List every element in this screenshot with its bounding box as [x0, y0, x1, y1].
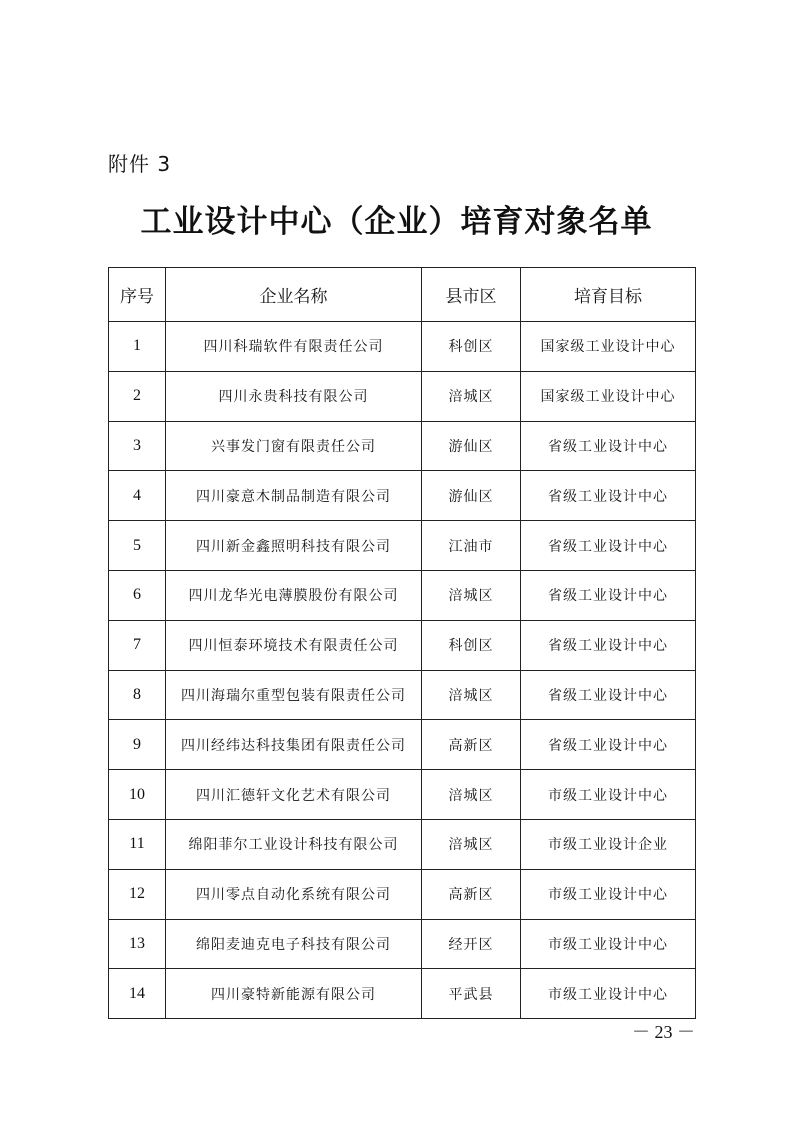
- table-row: [109, 570, 696, 620]
- goal-cell: 省级工业设计中心: [521, 720, 696, 770]
- serial-cell: 5: [109, 521, 166, 571]
- serial-cell: 9: [109, 720, 166, 770]
- serial-cell: 11: [109, 819, 166, 869]
- district-cell: 经开区: [422, 919, 521, 969]
- cultivation-roster-table: [108, 267, 696, 1019]
- company-cell: 四川海瑞尔重型包装有限责任公司: [166, 670, 422, 720]
- company-cell: 四川永贵科技有限公司: [166, 371, 422, 421]
- goal-cell: 省级工业设计中心: [521, 471, 696, 521]
- goal-cell: 省级工业设计中心: [521, 670, 696, 720]
- company-cell: 四川汇德轩文化艺术有限公司: [166, 770, 422, 820]
- table-header-row: [109, 268, 696, 322]
- table-row: [109, 620, 696, 670]
- serial-cell: 12: [109, 869, 166, 919]
- table-row: [109, 869, 696, 919]
- company-cell: 四川豪特新能源有限公司: [166, 969, 422, 1019]
- table-row: [109, 471, 696, 521]
- district-cell: 科创区: [422, 322, 521, 372]
- district-cell: 涪城区: [422, 371, 521, 421]
- district-cell: 高新区: [422, 720, 521, 770]
- goal-cell: 省级工业设计中心: [521, 421, 696, 471]
- serial-cell: 7: [109, 620, 166, 670]
- company-cell: 四川科瑞软件有限责任公司: [166, 322, 422, 372]
- serial-cell: 3: [109, 421, 166, 471]
- goal-cell: 省级工业设计中心: [521, 620, 696, 670]
- column-header-serial: 序号: [109, 268, 166, 322]
- district-cell: 平武县: [422, 969, 521, 1019]
- goal-cell: 国家级工业设计中心: [521, 371, 696, 421]
- district-cell: 江油市: [422, 521, 521, 571]
- serial-cell: 8: [109, 670, 166, 720]
- company-cell: 四川零点自动化系统有限公司: [166, 869, 422, 919]
- table-row: [109, 919, 696, 969]
- company-cell: 绵阳菲尔工业设计科技有限公司: [166, 819, 422, 869]
- table-row: [109, 770, 696, 820]
- table-row: [109, 819, 696, 869]
- goal-cell: 市级工业设计中心: [521, 969, 696, 1019]
- document-title: 工业设计中心（企业）培育对象名单: [140, 204, 653, 240]
- page-number: － 23 －: [632, 1022, 695, 1042]
- district-cell: 涪城区: [422, 770, 521, 820]
- serial-cell: 13: [109, 919, 166, 969]
- goal-cell: 市级工业设计中心: [521, 919, 696, 969]
- serial-cell: 14: [109, 969, 166, 1019]
- company-cell: 四川龙华光电薄膜股份有限公司: [166, 570, 422, 620]
- company-cell: 绵阳麦迪克电子科技有限公司: [166, 919, 422, 969]
- serial-cell: 1: [109, 322, 166, 372]
- company-cell: 四川经纬达科技集团有限责任公司: [166, 720, 422, 770]
- company-cell: 兴事发门窗有限责任公司: [166, 421, 422, 471]
- column-header-goal: 培育目标: [521, 268, 696, 322]
- district-cell: 游仙区: [422, 471, 521, 521]
- district-cell: 科创区: [422, 620, 521, 670]
- table-row: [109, 322, 696, 372]
- serial-cell: 10: [109, 770, 166, 820]
- attachment-label: 附件 3: [108, 152, 172, 176]
- goal-cell: 市级工业设计中心: [521, 869, 696, 919]
- serial-cell: 4: [109, 471, 166, 521]
- table-row: [109, 720, 696, 770]
- column-header-company: 企业名称: [166, 268, 422, 322]
- table-row: [109, 371, 696, 421]
- table-row: [109, 969, 696, 1019]
- serial-cell: 2: [109, 371, 166, 421]
- district-cell: 涪城区: [422, 570, 521, 620]
- district-cell: 游仙区: [422, 421, 521, 471]
- goal-cell: 省级工业设计中心: [521, 521, 696, 571]
- column-header-district: 县市区: [422, 268, 521, 322]
- district-cell: 高新区: [422, 869, 521, 919]
- company-cell: 四川豪意木制品制造有限公司: [166, 471, 422, 521]
- goal-cell: 市级工业设计企业: [521, 819, 696, 869]
- table-row: [109, 521, 696, 571]
- goal-cell: 国家级工业设计中心: [521, 322, 696, 372]
- table-row: [109, 421, 696, 471]
- district-cell: 涪城区: [422, 670, 521, 720]
- goal-cell: 省级工业设计中心: [521, 570, 696, 620]
- serial-cell: 6: [109, 570, 166, 620]
- company-cell: 四川新金鑫照明科技有限公司: [166, 521, 422, 571]
- goal-cell: 市级工业设计中心: [521, 770, 696, 820]
- district-cell: 涪城区: [422, 819, 521, 869]
- company-cell: 四川恒泰环境技术有限责任公司: [166, 620, 422, 670]
- table-row: [109, 670, 696, 720]
